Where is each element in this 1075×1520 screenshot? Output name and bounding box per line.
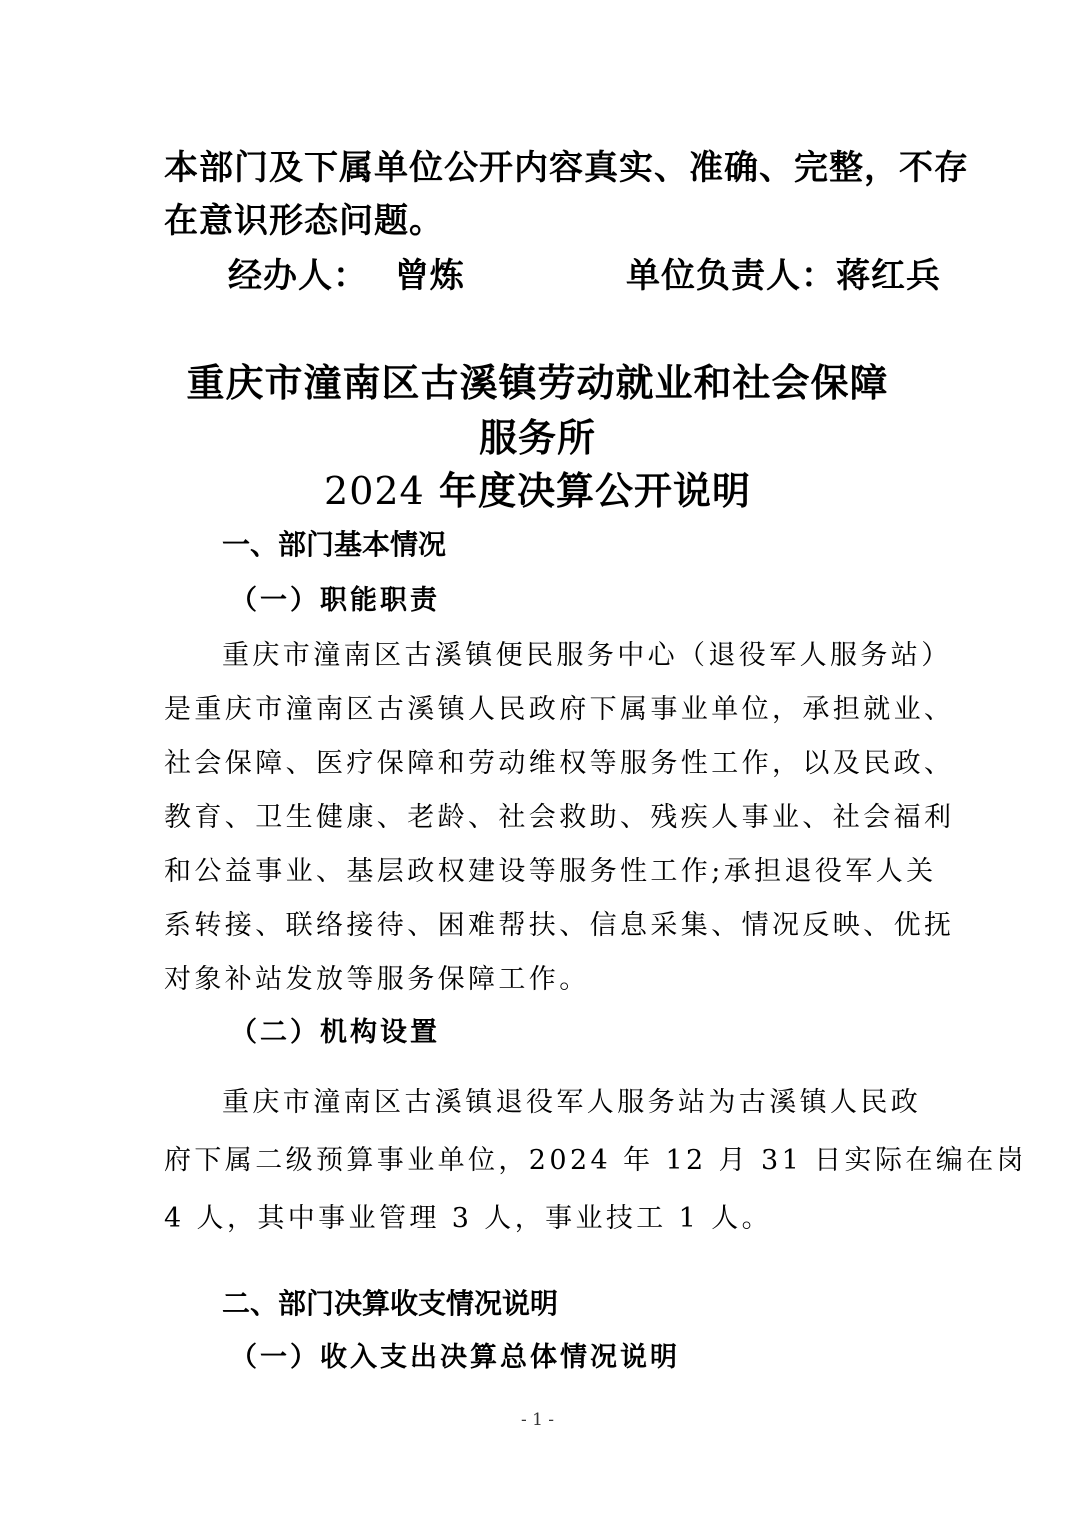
paragraph-line: 和公益事业、基层政权建设等服务性工作;承担退役军人关 — [164, 856, 937, 887]
paragraph-line: 重庆市潼南区古溪镇退役军人服务站为古溪镇人民政 — [222, 1087, 922, 1118]
leader-name: 蒋红兵 — [836, 256, 941, 296]
section-1-sub-2-heading: （二）机构设置 — [230, 1017, 440, 1048]
handler-name: 曾炼 — [394, 256, 465, 296]
paragraph-line: 4 人，其中事业管理 3 人，事业技工 1 人。 — [164, 1203, 773, 1234]
title-subtitle: 年度决算公开说明 — [438, 468, 751, 513]
paragraph-line: 社会保障、医疗保障和劳动维权等服务性工作，以及民政、 — [164, 748, 955, 779]
title-line-3 — [0, 460, 1075, 515]
section-2-heading: 二、部门决算收支情况说明 — [222, 1287, 559, 1320]
section-1-heading: 一、部门基本情况 — [222, 528, 447, 561]
section-1-sub-1-heading: （一）职能职责 — [230, 585, 440, 616]
title-line-2: 服务所 — [478, 415, 596, 460]
handler-label: 经办人： — [228, 256, 368, 296]
paragraph-line: 对象补站发放等服务保障工作。 — [164, 964, 590, 995]
handler-signature — [228, 248, 465, 297]
title-line-1: 重庆市潼南区古溪镇劳动就业和社会保障 — [186, 360, 889, 405]
paragraph-line: 是重庆市潼南区古溪镇人民政府下属事业单位，承担就业、 — [164, 694, 955, 725]
intro-line-2: 在意识形态问题。 — [164, 201, 444, 241]
paragraph-line: 教育、卫生健康、老龄、社会救助、残疾人事业、社会福利 — [164, 802, 955, 833]
paragraph-line: 府下属二级预算事业单位，2024 年 12 月 31 日实际在编在岗 — [164, 1145, 1027, 1176]
page-number: - 1 - — [520, 1410, 555, 1430]
paragraph-line: 重庆市潼南区古溪镇便民服务中心（退役军人服务站） — [222, 640, 952, 671]
title-year: 2024 — [324, 469, 425, 513]
section-2-sub-1-heading: （一）收入支出决算总体情况说明 — [230, 1342, 680, 1373]
intro-line-1: 本部门及下属单位公开内容真实、准确、完整，不存 — [164, 148, 969, 188]
paragraph-line: 系转接、联络接待、困难帮扶、信息采集、情况反映、优抚 — [164, 910, 955, 941]
leader-label: 单位负责人： — [626, 256, 836, 296]
leader-signature — [626, 248, 941, 297]
